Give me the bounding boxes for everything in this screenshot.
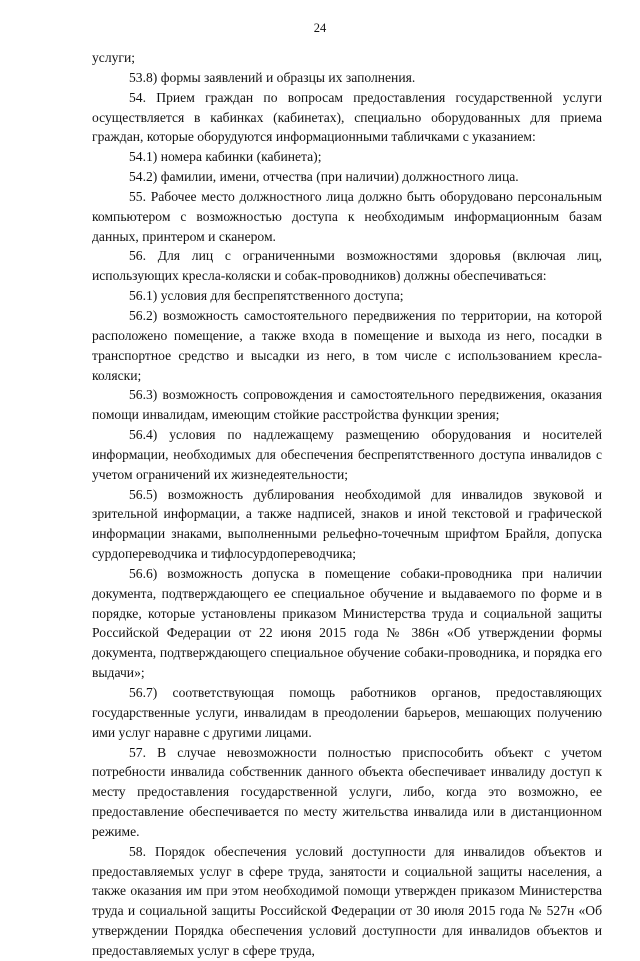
paragraph: 56.3) возможность сопровождения и самостоятельного передвижения, оказания помощи инвалидам, имеющим стойкие расстройства функции зрения;: [92, 387, 602, 423]
paragraph: 53.8) формы заявлений и образцы их заполнения.: [129, 69, 416, 85]
paragraph: 56.1) условия для беспрепятственного доступа;: [129, 288, 404, 304]
paragraph: 57. В случае невозможности полностью приспособить объект с учетом потребности инвалида собственник данного объекта обеспечивает инвалиду доступ к месту предоставления государственной услуги, либо, когда это возможно, ее предоставление обеспечивается по месту жительства инвалида или в дистанционном режиме.: [92, 744, 602, 839]
paragraph: 54.1) номера кабинки (кабинета);: [129, 149, 322, 165]
document-body: [92, 48, 602, 961]
paragraph: 56. Для лиц с ограниченными возможностями здоровья (включая лиц, использующих кресла-коляски и собак-проводников) должны обеспечиваться:: [92, 248, 602, 284]
paragraph: 56.2) возможность самостоятельного передвижения по территории, на которой расположено помещение, а также входа в помещение и выхода из него, посадки в транспортное средство и высадки из него, в том числе с использованием кресла-коляски;: [92, 307, 602, 383]
paragraph: 58. Порядок обеспечения условий доступности для инвалидов объектов и предоставляемых услуг в сфере труда, занятости и социальной защиты населения, а также оказания им при этом необходимой помощи утвержден приказом Министерства труда и социальной защиты Российской Федерации от 30 июля 2015 года № 527н «Об утверждении Порядка обеспечения условий доступности для инвалидов объектов и предоставляемых услуг в сфере труда,: [92, 843, 602, 958]
paragraph: 54.2) фамилии, имени, отчества (при наличии) должностного лица.: [129, 169, 519, 185]
paragraph: 56.5) возможность дублирования необходимой для инвалидов звуковой и зрительной информации, а также надписей, знаков и иной текстовой и графической информации знаками, выполненными рельефно-точечным шрифтом Брайля, допуска сурдопереводчика и тифлосурдопереводчика;: [92, 486, 602, 562]
paragraph: 55. Рабочее место должностного лица должно быть оборудовано персональным компьютером с возможностью доступа к необходимым информационным базам данных, принтером и сканером.: [92, 188, 602, 244]
paragraph: 56.7) соответствующая помощь работников органов, предоставляющих государственные услуги, инвалидам в преодолении барьеров, мешающих получению ими услуг наравне с другими лицами.: [92, 685, 602, 740]
paragraph: 56.4) условия по надлежащему размещению оборудования и носителей информации, необходимых для обеспечения беспрепятственного доступа инвалидов с учетом ограничений их жизнедеятельности;: [92, 427, 602, 482]
paragraph: 54. Прием граждан по вопросам предоставления государственной услуги осуществляется в кабинках (кабинетах), специально оборудованных для приема граждан, которые оборудуются информационными табличками с указанием:: [92, 89, 602, 145]
paragraph: 56.6) возможность допуска в помещение собаки-проводника при наличии документа, подтверждающего ее специальное обучение и выдаваемого по форме и в порядке, которые установлены приказом Министерства труда и социальной защиты Российской Федерации от 22 июня 2015 года № 386н «Об утверждении формы документа, подтверждающего специальное обучение собаки-проводника, и порядка его выдачи»;: [92, 565, 602, 681]
page-number: 24: [313, 21, 327, 35]
paragraph: услуги;: [92, 50, 136, 65]
